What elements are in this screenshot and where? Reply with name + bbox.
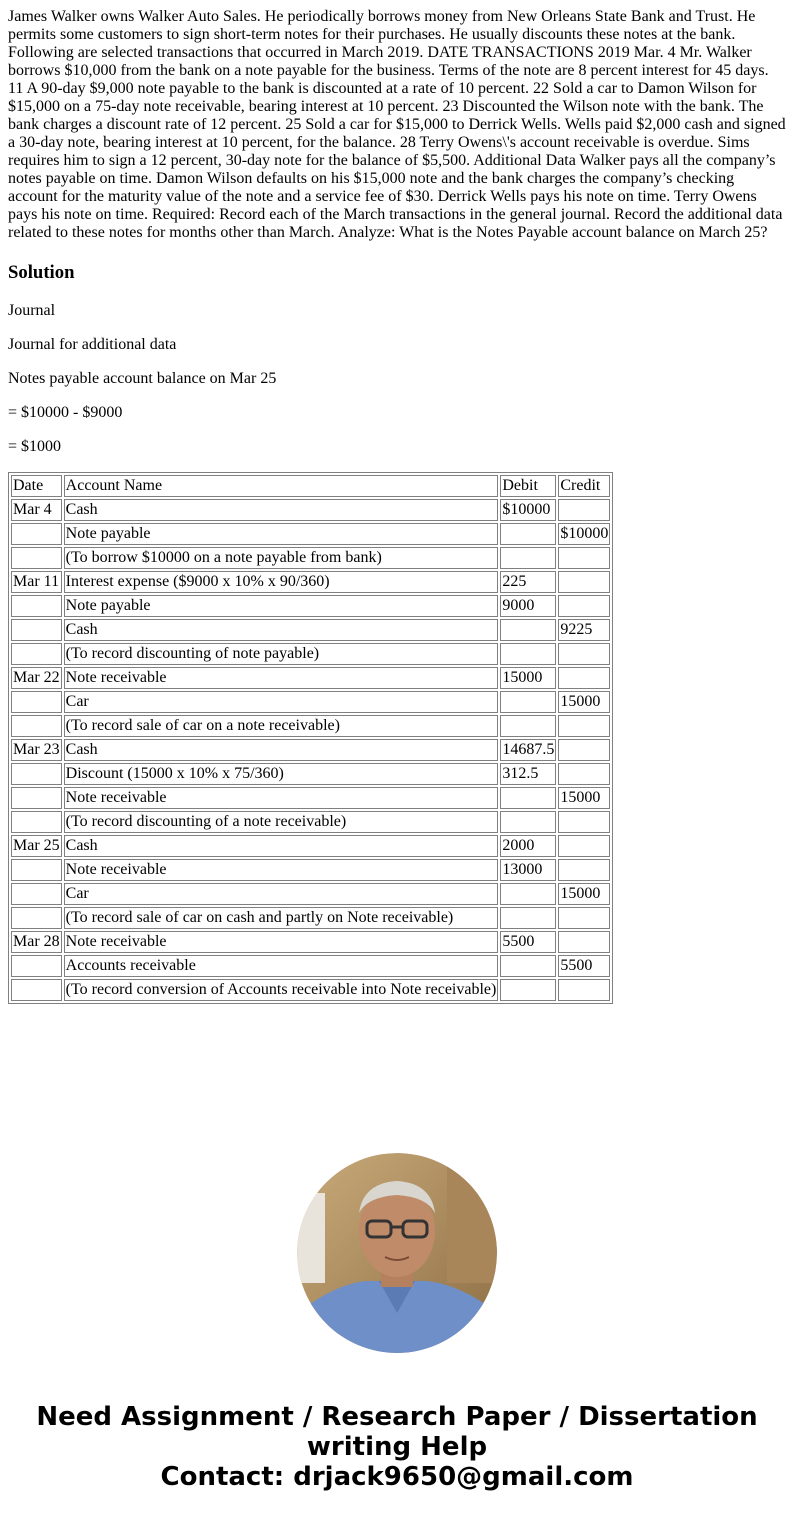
table-row bbox=[11, 691, 610, 713]
cell-debit: 14687.5 bbox=[500, 739, 556, 761]
cell-account-name: Cash bbox=[64, 619, 499, 641]
cell-debit bbox=[500, 643, 556, 665]
table-row bbox=[11, 619, 610, 641]
footer-line-2: writing Help bbox=[306, 1432, 488, 1462]
cell-debit bbox=[500, 979, 556, 1001]
cell-date: Mar 23 bbox=[11, 739, 62, 761]
cell-date: Mar 28 bbox=[11, 931, 62, 953]
cell-date bbox=[11, 715, 62, 737]
cell-date bbox=[11, 691, 62, 713]
cell-credit bbox=[558, 979, 610, 1001]
solution-line-journal: Journal bbox=[8, 302, 56, 319]
cell-account-name: Note payable bbox=[64, 595, 499, 617]
cell-debit: 2000 bbox=[500, 835, 556, 857]
cell-date bbox=[11, 643, 62, 665]
table-row bbox=[11, 547, 610, 569]
cell-date: Mar 25 bbox=[11, 835, 62, 857]
header-date: Date bbox=[11, 475, 62, 497]
table-row bbox=[11, 763, 610, 785]
table-row bbox=[11, 523, 610, 545]
solution-line-calculation: = $10000 - $9000 bbox=[8, 404, 123, 421]
cell-date bbox=[11, 907, 62, 929]
cell-debit bbox=[500, 883, 556, 905]
cell-account-name: (To record discounting of a note receivable) bbox=[64, 811, 499, 833]
cell-credit bbox=[558, 499, 610, 521]
table-row bbox=[11, 883, 610, 905]
cell-credit bbox=[558, 739, 610, 761]
cell-credit bbox=[558, 667, 610, 689]
cell-debit: 312.5 bbox=[500, 763, 556, 785]
cell-debit bbox=[500, 619, 556, 641]
solution-line-balance-label: Notes payable account balance on Mar 25 bbox=[8, 370, 277, 387]
cell-account-name: Car bbox=[64, 691, 499, 713]
solution-line-additional: Journal for additional data bbox=[8, 336, 177, 353]
cell-credit: 9225 bbox=[558, 619, 610, 641]
cell-account-name: Discount (15000 x 10% x 75/360) bbox=[64, 763, 499, 785]
table-row bbox=[11, 643, 610, 665]
cell-debit: 9000 bbox=[500, 595, 556, 617]
cell-account-name: Note receivable bbox=[64, 667, 499, 689]
cell-credit bbox=[558, 811, 610, 833]
author-portrait-icon bbox=[297, 1153, 497, 1353]
cell-credit bbox=[558, 595, 610, 617]
cell-debit: 5500 bbox=[500, 931, 556, 953]
cell-credit: 15000 bbox=[558, 691, 610, 713]
cell-account-name: Car bbox=[64, 883, 499, 905]
cell-debit bbox=[500, 907, 556, 929]
cell-date bbox=[11, 979, 62, 1001]
cell-account-name: (To record conversion of Accounts receivable into Note receivable) bbox=[64, 979, 499, 1001]
footer-line-1: Need Assignment / Research Paper / Dissertation bbox=[36, 1402, 758, 1432]
cell-date: Mar 11 bbox=[11, 571, 62, 593]
cell-account-name: Note receivable bbox=[64, 787, 499, 809]
header-credit: Credit bbox=[558, 475, 610, 497]
author-avatar bbox=[297, 1153, 497, 1353]
cell-credit: $10000 bbox=[558, 523, 610, 545]
cell-date bbox=[11, 811, 62, 833]
cell-credit: 15000 bbox=[558, 883, 610, 905]
table-row bbox=[11, 667, 610, 689]
table-row bbox=[11, 499, 610, 521]
cell-date bbox=[11, 595, 62, 617]
table-row bbox=[11, 931, 610, 953]
table-row bbox=[11, 715, 610, 737]
question-text: James Walker owns Walker Auto Sales. He periodically borrows money from New Orleans State Bank and Trust. He permits some customers to sign short-term notes for their purchases. He usually discounts these notes at the bank. Following are selected transactions that occurred in March 2019. DATE TRANSACTIONS 2019 Mar. 4 Mr. Walker borrows $10,000 from the bank on a note payable for the business. Terms of the note are 8 percent interest for 45 days. 11 A 90-day $9,000 note payable to the bank is discounted at a rate of 10 percent. 22 Sold a car to Damon Wilson for $15,000 on a 75-day note receivable, bearing interest at 10 percent. 23 Discounted the Wilson note with the bank. The bank charges a discount rate of 12 percent. 25 Sold a car for $15,000 to Derrick Wells. Wells paid $2,000 cash and signed a 30-day note, bearing interest at 10 percent, for the balance. 28 Terry Owens\'s account receivable is overdue. Sims requires him to sign a 12 percent, 30-day note for the balance of $5,500. Additional Data Walker pays all the company’s notes payable on time. Damon Wilson defaults on his $15,000 note and the bank charges the company’s checking account for the maturity value of the note and a service fee of $30. Derrick Wells pays his note on time. Terry Owens pays his note on time. Required: Record each of the March transactions in the general journal. Record the additional data related to these notes for months other than March. Analyze: What is the Notes Payable account balance on March 25? bbox=[8, 8, 786, 241]
cell-date bbox=[11, 955, 62, 977]
cell-debit: 225 bbox=[500, 571, 556, 593]
cell-debit bbox=[500, 691, 556, 713]
cell-date: Mar 4 bbox=[11, 499, 62, 521]
table-row bbox=[11, 571, 610, 593]
journal-table bbox=[8, 472, 613, 1004]
cell-account-name: Interest expense ($9000 x 10% x 90/360) bbox=[64, 571, 499, 593]
cell-debit bbox=[500, 715, 556, 737]
solution-heading: Solution bbox=[8, 262, 75, 283]
cell-account-name: Cash bbox=[64, 835, 499, 857]
cell-credit bbox=[558, 931, 610, 953]
cell-date bbox=[11, 859, 62, 881]
cell-credit bbox=[558, 835, 610, 857]
table-row bbox=[11, 835, 610, 857]
cell-date bbox=[11, 787, 62, 809]
table-row bbox=[11, 955, 610, 977]
header-account-name: Account Name bbox=[64, 475, 499, 497]
header-debit: Debit bbox=[500, 475, 556, 497]
cell-credit: 5500 bbox=[558, 955, 610, 977]
cell-credit bbox=[558, 547, 610, 569]
cell-debit: 15000 bbox=[500, 667, 556, 689]
cell-debit bbox=[500, 811, 556, 833]
cell-account-name: Note payable bbox=[64, 523, 499, 545]
cell-account-name: Note receivable bbox=[64, 859, 499, 881]
table-row bbox=[11, 907, 610, 929]
table-row bbox=[11, 787, 610, 809]
solution-line-result: = $1000 bbox=[8, 438, 62, 455]
cell-credit bbox=[558, 859, 610, 881]
table-row bbox=[11, 595, 610, 617]
cell-account-name: (To record discounting of note payable) bbox=[64, 643, 499, 665]
cell-credit bbox=[558, 763, 610, 785]
cell-date bbox=[11, 763, 62, 785]
cell-date: Mar 22 bbox=[11, 667, 62, 689]
cell-debit bbox=[500, 547, 556, 569]
cell-debit: 13000 bbox=[500, 859, 556, 881]
table-header-row bbox=[11, 475, 610, 497]
cell-debit bbox=[500, 787, 556, 809]
cell-account-name: (To borrow $10000 on a note payable from bank) bbox=[64, 547, 499, 569]
cell-credit: 15000 bbox=[558, 787, 610, 809]
cell-debit: $10000 bbox=[500, 499, 556, 521]
cell-account-name: Cash bbox=[64, 739, 499, 761]
cell-date bbox=[11, 523, 62, 545]
cell-credit bbox=[558, 643, 610, 665]
cell-debit bbox=[500, 955, 556, 977]
cell-account-name: Cash bbox=[64, 499, 499, 521]
footer-contact: Contact: drjack9650@gmail.com bbox=[160, 1462, 634, 1492]
cell-debit bbox=[500, 523, 556, 545]
cell-account-name: Note receivable bbox=[64, 931, 499, 953]
table-row bbox=[11, 979, 610, 1001]
cell-credit bbox=[558, 907, 610, 929]
footer-banner bbox=[0, 1402, 794, 1492]
table-row bbox=[11, 859, 610, 881]
cell-account-name: (To record sale of car on a note receivable) bbox=[64, 715, 499, 737]
cell-date bbox=[11, 547, 62, 569]
cell-date bbox=[11, 619, 62, 641]
cell-account-name: Accounts receivable bbox=[64, 955, 499, 977]
table-row bbox=[11, 811, 610, 833]
table-row bbox=[11, 739, 610, 761]
cell-date bbox=[11, 883, 62, 905]
cell-account-name: (To record sale of car on cash and partly on Note receivable) bbox=[64, 907, 499, 929]
cell-credit bbox=[558, 715, 610, 737]
cell-credit bbox=[558, 571, 610, 593]
